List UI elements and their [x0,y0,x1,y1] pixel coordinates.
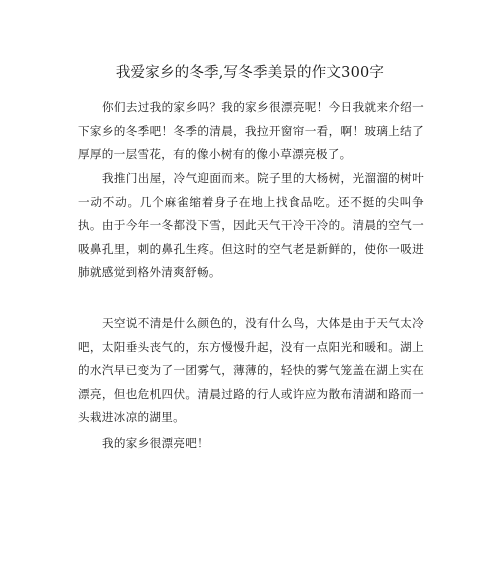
paragraph-2: 我推门出屋，冷气迎面而来。院子里的大杨树，光溜溜的树叶一动不动。几个麻雀缩着身子在地上找食品吃。还不挺的尖叫争执。由于今年一冬都没下雪，因此天气干冷干冷的。清晨的空气一吸鼻孔里，刺的鼻孔生疼。但这时的空气老是新鲜的，使你一吸进肺就感觉到格外清爽舒畅。 [78,171,424,280]
paragraph-4: 我的家乡很漂亮吧！ [102,436,210,450]
paragraph-1: 你们去过我的家乡吗？我的家乡很漂亮呢！今日我就来介绍一下家乡的冬季吧！冬季的清晨，我拉开窗帘一看，啊！玻璃上结了厚厚的一层雪花，有的像小树有的像小草漂亮极了。 [78,100,424,162]
document-title: 我爱家乡的冬季,写冬季美景的作文300字 [115,65,385,81]
paragraph-3: 天空说不清是什么颜色的，没有什么鸟，大体是由于天气太冷吧，太阳垂头丧气的，东方慢慢升起，没有一点阳光和暖和。湖上的水汽早已变为了一团雾气，薄薄的，轻快的雾气笼盖在湖上实在漂亮，但也危机四伏。清晨过路的行人或许应为散布清湖和路而一头栽进冰凉的湖里。 [78,316,424,425]
